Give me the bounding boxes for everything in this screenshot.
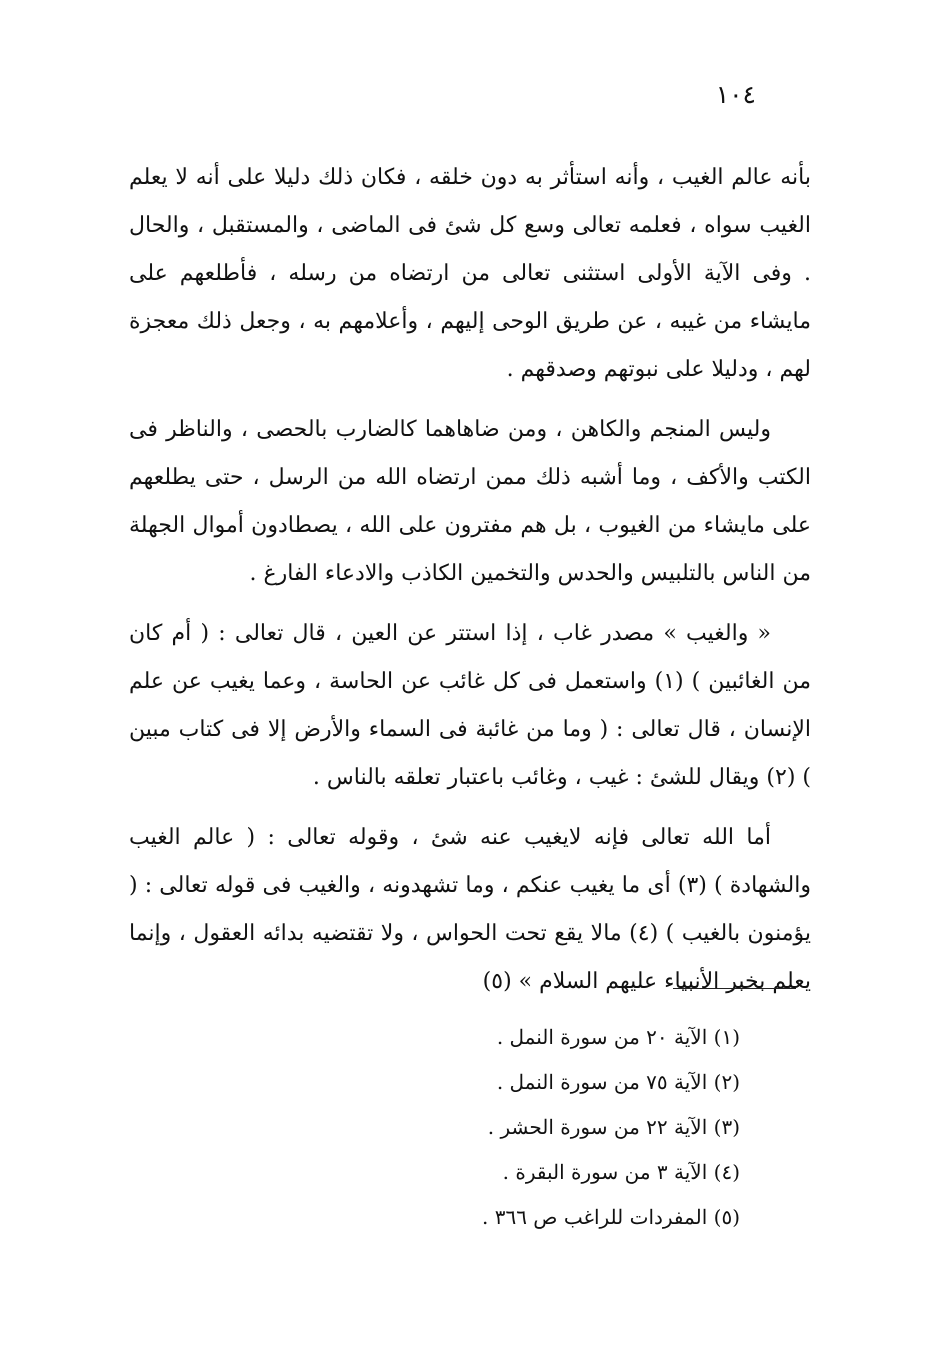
paragraph-4: أما الله تعالى فإنه لايغيب عنه شئ ، وقوله تعالى : ( عالم الغيب والشهادة ) (٣) أى ما يغيب عنكم ، وما تشهدونه ، والغيب فى قوله تعالى : ( يؤمنون بالغيب ) (٤) مالا يقع تحت الحواس ، ولا تقتضيه بدائه العقول ، وإنما يعلم بخبر الأنبياء عليهم السلام » (٥) [129, 825, 811, 994]
footnote-divider [673, 988, 796, 989]
footnote-4: (٤) الآية ٣ من سورة البقرة . [502, 1160, 740, 1184]
footnote-2: (٢) الآية ٧٥ من سورة النمل . [496, 1070, 740, 1094]
footnote-1: (١) الآية ٢٠ من سورة النمل . [496, 1025, 740, 1049]
paragraph-2: وليس المنجم والكاهن ، ومن ضاهاهما كالضارب بالحصى ، والناظر فى الكتب والأكف ، وما أشبه ذلك ممن ارتضاه الله من الرسل ، حتى يطلعهم على مايشاء من الغيوب ، بل هم مفترون على الله ، يصطادون أموال الجهلة من الناس بالتلبيس والحدس والتخمين الكاذب والادعاء الفارغ . [129, 417, 811, 586]
paragraph-3: « والغيب » مصدر غاب ، إذا استتر عن العين ، قال تعالى : ( أم كان من الغائبين ) (١) واستعمل فى كل غائب عن الحاسة ، وعما يغيب عن علم الإنسان ، قال تعالى : ( وما من غائبة فى السماء والأرض إلا فى كتاب مبين ) (٢) ويقال للشئ : غيب ، وغائب باعتبار تعلقه بالناس . [129, 621, 811, 790]
footnote-5: (٥) المفردات للراغب ص ٣٦٦ . [482, 1205, 740, 1229]
paragraph-1: بأنه عالم الغيب ، وأنه استأثر به دون خلقه ، فكان ذلك دليلا على أنه لا يعلم الغيب سواه ، فعلمه تعالى وسع كل شئ فى الماضى ، والمستقبل ، والحال . وفى الآية الأولى استثنى تعالى من ارتضاه من رسله ، فأطلعهم على مايشاء من غيبه ، عن طريق الوحى إليهم ، وأعلامهم به ، وجعل ذلك معجزة لهم ، ودليلا على نبوتهم وصدقهم . [129, 165, 811, 382]
page-number: ١٠٤ [715, 80, 756, 109]
footnotes [420, 1015, 740, 1240]
main-text [129, 154, 811, 1006]
footnote-3: (٣) الآية ٢٢ من سورة الحشر . [487, 1115, 740, 1139]
